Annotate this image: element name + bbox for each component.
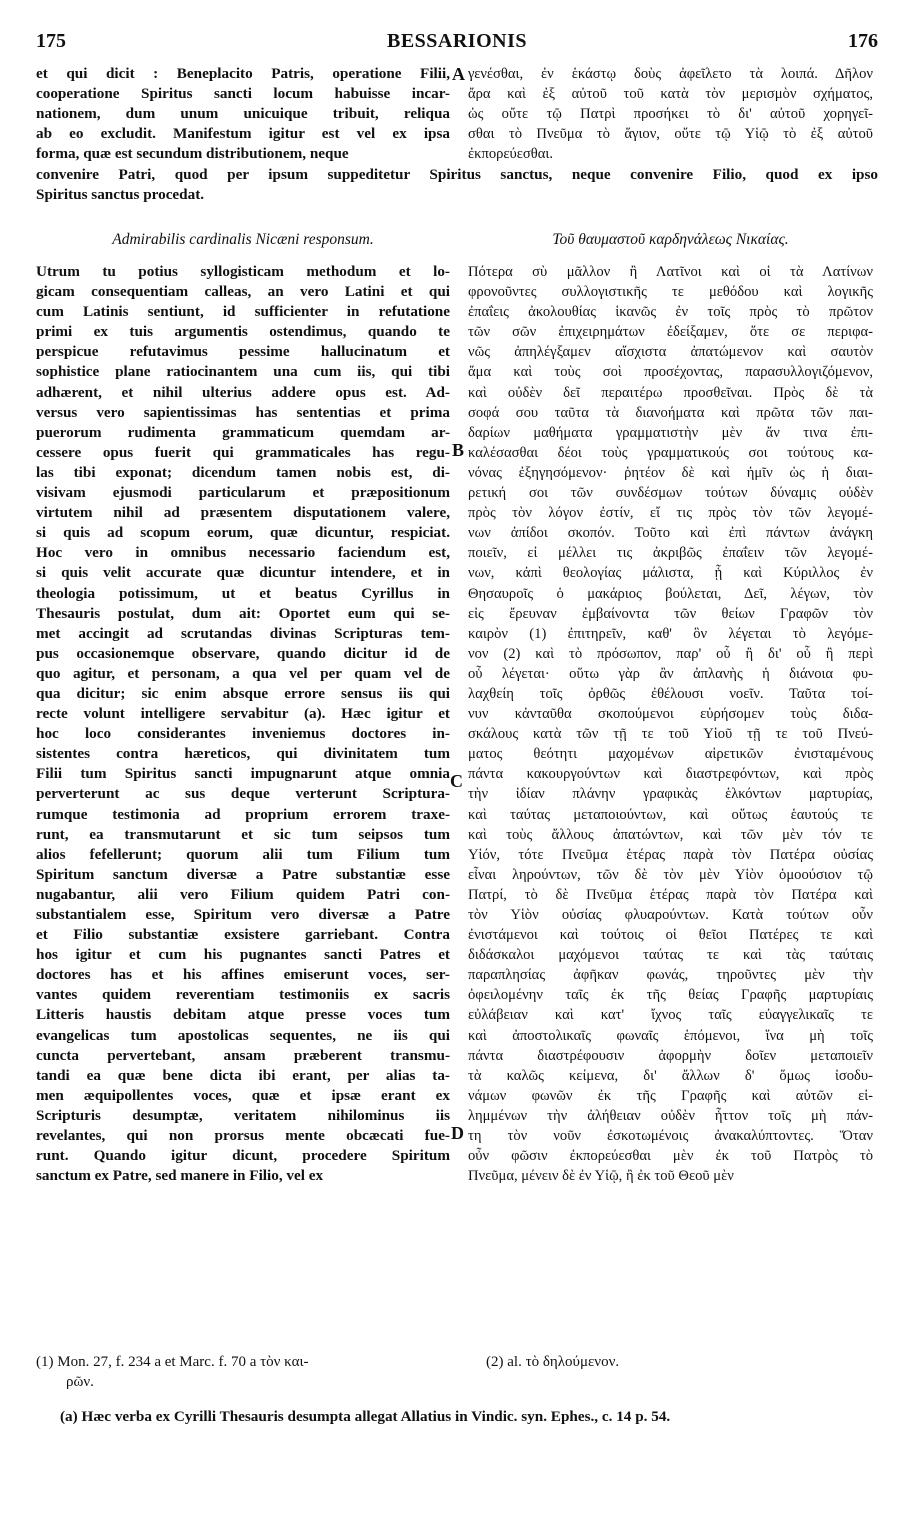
intro-latin-column bbox=[36, 64, 450, 164]
footnote-2: (2) al. τὸ δηλούμενον. bbox=[486, 1354, 620, 1370]
text-line: καλέσασθαι δέοι τοὺς γραμματικούς σοι τούτους κα- bbox=[468, 444, 873, 461]
text-line: alios fefellerunt; quorum alii tum Filium tum bbox=[36, 845, 450, 863]
text-line: νων ἀπίδοι σκοπόν. Τοῦτο καὶ ἐπὶ πάντων ἀνάγκη bbox=[468, 525, 873, 542]
text-line: nationem, dum unum unicuique tribuit, reliqua bbox=[36, 105, 450, 123]
text-line: σθαι τὸ Πνεῦμα τὸ ἅγιον, οὔτε τῷ Υἱῷ τὸ ἐξ αὐτοῦ bbox=[468, 126, 873, 143]
text-line: cum Latinis sentiunt, id sufficienter in refutatione bbox=[36, 303, 450, 321]
text-line: τη τὸν νοῦν ἐσκοτωμένοις ἀνακαλύπτοντες. Ὅταν bbox=[468, 1128, 873, 1145]
margin-marker-a: A bbox=[452, 64, 465, 84]
body-latin-column bbox=[36, 262, 450, 1186]
text-line: παραπλησίας ἀφῆκαν φωνάς, τηροῦντες μὲν τὴν bbox=[468, 967, 873, 984]
text-line: pus occasionemque observare, quando dicitur id de bbox=[36, 644, 450, 662]
text-line: καὶ οὐδὲν δεῖ περαιτέρω προσθεῖναι. Πρὸς δὲ τὰ bbox=[468, 384, 873, 401]
text-line: γενέσθαι, ἐν ἑκάστῳ δοὺς ἀφεῖλετο τὰ λοιπά. Δῆλον bbox=[468, 66, 873, 82]
intro-full-line: convenire Patri, quod per ipsum suppeditetur Spiritus sanctus, neque convenire Filio, quod ex ipso bbox=[36, 166, 878, 183]
text-line: perverterunt ac sus deque verterunt Scriptura- bbox=[36, 785, 450, 803]
text-line: τὸν Υἱὸν οὐσίας φλυαρούντων. Κατὰ τούτων οὖν bbox=[468, 907, 873, 923]
text-line: σκάλους κατὰ τῶν τῇ τε τοῦ Υἱοῦ τῇ τε τοῦ Πνεύ- bbox=[468, 726, 873, 743]
text-line: tandi ea quæ bene dicta ibi erant, per alias ta- bbox=[36, 1066, 450, 1084]
text-line: οὗ λέγεται· οὕτω γὰρ ἂν ἀπλανὴς ἡ διάνοια φυ- bbox=[468, 665, 873, 682]
text-line: qua dicitur; sic enim absque errore sensus iis qui bbox=[36, 684, 450, 702]
text-line: νάμων φωνῶν ἐκ τῆς Γραφῆς καὶ αὐτῶν εἰ- bbox=[468, 1087, 873, 1104]
body-greek-column bbox=[468, 262, 873, 1186]
text-line: sophistice plane ratiocinantem una cum iis, qui tibi bbox=[36, 363, 450, 381]
text-line: πρὸς τὸν λόγον ἐστίν, εἴ τις πρὸς τὸν τῶν λεγομέ- bbox=[468, 505, 873, 522]
text-line: Utrum tu potius syllogisticam methodum et lo- bbox=[36, 263, 450, 280]
text-line: ποιεῖν, εἰ μέλλει τις ἀκριβῶς ἐπαΐειν τῶν λεγομέ- bbox=[468, 545, 873, 562]
text-line: εἰς ἔρευναν ἐμβαίνοντα τῶν θείων Γραφῶν τὸν bbox=[468, 605, 873, 622]
text-line: δαρίων μαθήματα γραμματιστὴν μὲν ἄν τινα ἐπι- bbox=[468, 424, 873, 441]
text-line: καιρὸν (1) ἐπιτηρεῖν, καθ' ὃν λέγεται τὸ λεγόμε- bbox=[468, 625, 873, 642]
text-line: Scripturis desumptæ, veritatem nihilominus iis bbox=[36, 1106, 450, 1124]
text-line: λαχθείη τοῖς ὀρθῶς ἐθέλουσι νοεῖν. Ταῦτα τοί- bbox=[468, 685, 873, 702]
text-line: recte volunt intelligere servabitur (a). Hæc igitur et bbox=[36, 705, 450, 723]
text-line: primi ex tuis argumentis ostendimus, quando te bbox=[36, 323, 450, 341]
text-line: ἅμα καὶ τοὺς σοὶ προσέχοντας, παρασυλλογιζόμενον, bbox=[468, 364, 873, 381]
text-line: νόνας ἐξηγησόμενον· ῥητέον δὲ καὶ ἡμῖν ὡς ἡ διαι- bbox=[468, 464, 873, 481]
footnote-1-continued: ρῶν. bbox=[66, 1374, 94, 1390]
page-title: BESSARIONIS bbox=[386, 30, 527, 52]
page-number-left: 175 bbox=[36, 30, 66, 52]
intro-greek-column bbox=[468, 64, 873, 164]
text-line: Υἱόν, τότε Πνεῦμα ἑτέρας παρὰ τὸν Πατέρα οὐσίας bbox=[468, 846, 873, 863]
latin-heading: Admirabilis cardinalis Nicæni responsum. bbox=[112, 231, 374, 248]
text-line: et Filio substantiæ exsistere garriebant. Contra bbox=[36, 926, 450, 944]
margin-marker-d: D bbox=[451, 1123, 464, 1143]
text-line: visivam ejusmodi particularum et præpositionum bbox=[36, 484, 450, 502]
text-line: ὀφειλομένην ταῖς ἐκ τῆς θείας Γραφῆς μαρτυρίαις bbox=[468, 987, 873, 1004]
text-line: nugabantur, alii vero Filium quidem Patri con- bbox=[36, 885, 450, 903]
text-line: si quis velit accurate quæ dicuntur intendere, et in bbox=[36, 564, 450, 582]
text-line: τὰ καλῶς κείμενα, δι' ἄλλων δ' ὅμως ἰσοδυ- bbox=[468, 1067, 873, 1084]
text-line: ἄρα καὶ ἐξ αὐτοῦ τοῦ κατὰ τὸν μερισμὸν σχήματος, bbox=[468, 86, 873, 103]
text-line: λημμένων τὴν ἀλήθειαν οὐδὲν ἧττον τοῖς μὴ πάν- bbox=[468, 1107, 873, 1124]
text-line: νων, κἀπὶ θεολογίας μάλιστα, ᾗ καὶ Κύριλλος ἐν bbox=[468, 565, 873, 582]
text-line: hos igitur et cum his pugnantes sancti Patres et bbox=[36, 946, 450, 964]
page-number-right: 176 bbox=[848, 30, 878, 52]
text-line: Spiritum sanctum diversæ a Patre substantiæ esse bbox=[36, 865, 450, 883]
text-line: revelantes, qui non prorsus mente obcæcati fue- bbox=[36, 1127, 450, 1145]
text-line: ματος θεότητι μαχομένων αἱρετικῶν ἐνισταμένους bbox=[468, 746, 873, 763]
text-line: εὐλάβειαν καὶ κατ' ἴχνος ταῖς εὐαγγελικαῖς τε bbox=[468, 1007, 873, 1024]
text-line: sanctum ex Patre, sed manere in Filio, vel ex bbox=[36, 1167, 324, 1185]
text-line: hoc loco considerantes inveniemus doctores in- bbox=[36, 725, 450, 743]
text-line: quo agitur, et personam, a qua vel per quam vel de bbox=[36, 664, 450, 682]
editorial-footnote-a: (a) Hæc verba ex Cyrilli Thesauris desumpta allegat Allatius in Vindic. syn. Ephes., c. 14 p. 54. bbox=[60, 1408, 671, 1425]
text-line: runt, ea transmutarunt et sic tum seipsos tum bbox=[36, 825, 450, 843]
text-line: si quis ad scopum eorum, quæ dicuntur, respiciat. bbox=[36, 524, 450, 542]
text-line: cooperatione Spiritus sancti locum habuisse incar- bbox=[36, 85, 450, 103]
text-line: πάντα κακουργούντων καὶ διαστρεφόντων, καὶ πρὸς bbox=[468, 766, 873, 783]
text-line: Thesauris postulat, dum ait: Oportet eum qui se- bbox=[36, 604, 450, 622]
text-line: ἐκπορεύεσθαι. bbox=[468, 146, 553, 163]
text-line: doctores has et his affines emiserunt voces, ser- bbox=[36, 966, 450, 984]
text-line: rumque testimonia ad proprium errorem traxe- bbox=[36, 805, 450, 823]
text-line: Πατρί, τὸ δὲ Πνεῦμα ἑτέρας παρὰ τὸν Πατέρα καὶ bbox=[468, 886, 873, 903]
text-line: et qui dicit : Beneplacito Patris, operatione Filii, bbox=[36, 65, 450, 82]
text-line: puerorum rudimenta grammaticum quemdam ar- bbox=[36, 423, 450, 441]
text-line: met accingit ad scrutandas divinas Scripturas tem- bbox=[36, 624, 450, 642]
text-line: οὖν φῶσιν ἐκπορεύεσθαι μὲν ἐκ τοῦ Πατρὸς τὸ bbox=[468, 1148, 873, 1165]
margin-marker-c: C bbox=[450, 771, 463, 791]
text-line: substantialem esse, Spiritum vero diversæ a Patre bbox=[36, 906, 450, 923]
greek-heading: Τοῦ θαυμαστοῦ καρδηνάλεως Νικαίας. bbox=[552, 231, 789, 248]
text-line: καὶ ταύτας μεταποιούντων, καὶ οὕτως ἑαυτούς τε bbox=[468, 806, 873, 823]
text-line: ὡς οὔτε τῷ Πατρὶ προσήκει τὸ δι' αὐτοῦ χορηγεῖ- bbox=[468, 106, 873, 123]
text-line: καὶ τοὺς ἄλλους ἀπατώντων, καὶ τῶν μὲν τόν τε bbox=[468, 826, 873, 843]
text-line: theologia potissimum, ut et beatus Cyrillus in bbox=[36, 584, 450, 602]
text-line: virtutem nihil ad præsentem disputationem valere, bbox=[36, 504, 450, 522]
text-line: las tibi exponat; dicendum tamen nobis est, di- bbox=[36, 463, 450, 481]
intro-full-line-end: Spiritus sanctus procedat. bbox=[36, 186, 205, 203]
text-line: εἶναι ληρούντων, τῶν δὲ τὸν μὲν Υἱὸν ὁμοούσιον τῷ bbox=[468, 866, 873, 883]
text-line: cuncta pervertebant, ansam præberent transmu- bbox=[36, 1046, 450, 1064]
text-line: adhærent, et nihil ulterius addere opus est. Ad- bbox=[36, 383, 450, 401]
text-line: men æquipollentes voces, quæ et ipsæ erant ex bbox=[36, 1086, 450, 1104]
text-line: νυν κἀνταῦθα σκοπούμενοι εὑρήσομεν τοὺς διδα- bbox=[468, 706, 873, 723]
text-line: Litteris haustis debitam atque presse voces tum bbox=[36, 1006, 450, 1024]
text-line: ρετική σοι τῶν συνδέσμων τούτων δύναμις οὐδὲν bbox=[468, 485, 873, 502]
text-line: perspicue refutavimus pessime hallucinatum et bbox=[36, 343, 450, 361]
text-line: τὴν ἰδίαν πλάνην γραφικὰς ἑλκόντων μαρτυρίας, bbox=[468, 786, 873, 803]
text-line: πάντα διαστρέφουσιν ἀφορμὴν δοῖεν μεταποιεῖν bbox=[468, 1047, 873, 1064]
text-line: διδάσκαλοι μαχόμενοι ταύτας τε καὶ τὰς ταύταις bbox=[468, 947, 873, 964]
text-line: Θησαυροῖς ὁ μακάριος βούλεται, Δεῖ, λέγων, τὸν bbox=[468, 585, 873, 602]
text-line: ἐπαΐεις ἀκολουθίας ἱκανῶς ἐν τοῖς πρὸς τὸ πρῶτον bbox=[468, 304, 873, 321]
margin-marker-b: B bbox=[452, 440, 465, 460]
text-line: νον (2) καὶ τὸ πρόσωπον, παρ' οὗ ἢ δι' οὗ ἢ περὶ bbox=[468, 645, 873, 662]
text-line: νῶς ἀπηλέγξαμεν αἴσχιστα ἀπατώμενον καὶ σαυτὸν bbox=[468, 344, 873, 361]
text-line: τῶν σῶν ἐπιχειρημάτων ἐδείξαμεν, ὅτε σε περιφα- bbox=[468, 324, 873, 341]
footnote-1: (1) Mon. 27, f. 234 a et Marc. f. 70 a τὸν και- bbox=[36, 1354, 309, 1370]
text-line: sistentes contra hæreticos, qui divinitatem tum bbox=[36, 745, 450, 763]
text-line: Hoc vero in omnibus necessario faciendum est, bbox=[36, 544, 450, 562]
text-line: versus vero sapientissimas has sententias et prima bbox=[36, 403, 450, 421]
text-line: evangelicas tum apostolicas sequentes, ne iis qui bbox=[36, 1026, 450, 1044]
text-line: runt. Quando igitur dicunt, procedere Spiritum bbox=[36, 1147, 450, 1165]
text-line: Filii tum Spiritus sancti impugnarunt atque omnia bbox=[36, 765, 450, 783]
text-line: καὶ ἀποστολικαῖς φωναῖς ἑπόμενοι, ἵνα μὴ τοῖς bbox=[468, 1027, 873, 1044]
text-line: cessere opus fuerit qui grammaticales has regu- bbox=[36, 443, 450, 461]
text-line: σοφά σου ταῦτα τὰ διανοήματα καὶ πρῶτα τῶν παι- bbox=[468, 404, 873, 421]
text-line: gicam consequentiam calleas, an vero Latini et qui bbox=[36, 283, 450, 301]
text-line: ab eo excludit. Manifestum igitur est vel ex ipsa bbox=[36, 125, 450, 143]
text-line: Πότερα σὺ μᾶλλον ἢ Λατῖνοι καὶ οἱ τὰ Λατίνων bbox=[468, 264, 873, 280]
text-line: vantes quidem reverentiam testimoniis ex sacris bbox=[36, 986, 450, 1004]
text-line: Πνεῦμα, μένειν δὲ ἐν Υἱῷ, ἢ ἐκ τοῦ Θεοῦ μὲν bbox=[468, 1168, 734, 1185]
text-line: ἐνιστάμενοι καὶ τούτοις οἱ θεῖοι Πατέρες τε καὶ bbox=[468, 927, 873, 944]
text-line: φρονοῦντες συλλογιστικῆς τε μεθόδου καὶ λογικῆς bbox=[468, 284, 873, 301]
running-head bbox=[36, 30, 878, 60]
text-line: forma, quæ est secundum distributionem, neque bbox=[36, 145, 349, 163]
